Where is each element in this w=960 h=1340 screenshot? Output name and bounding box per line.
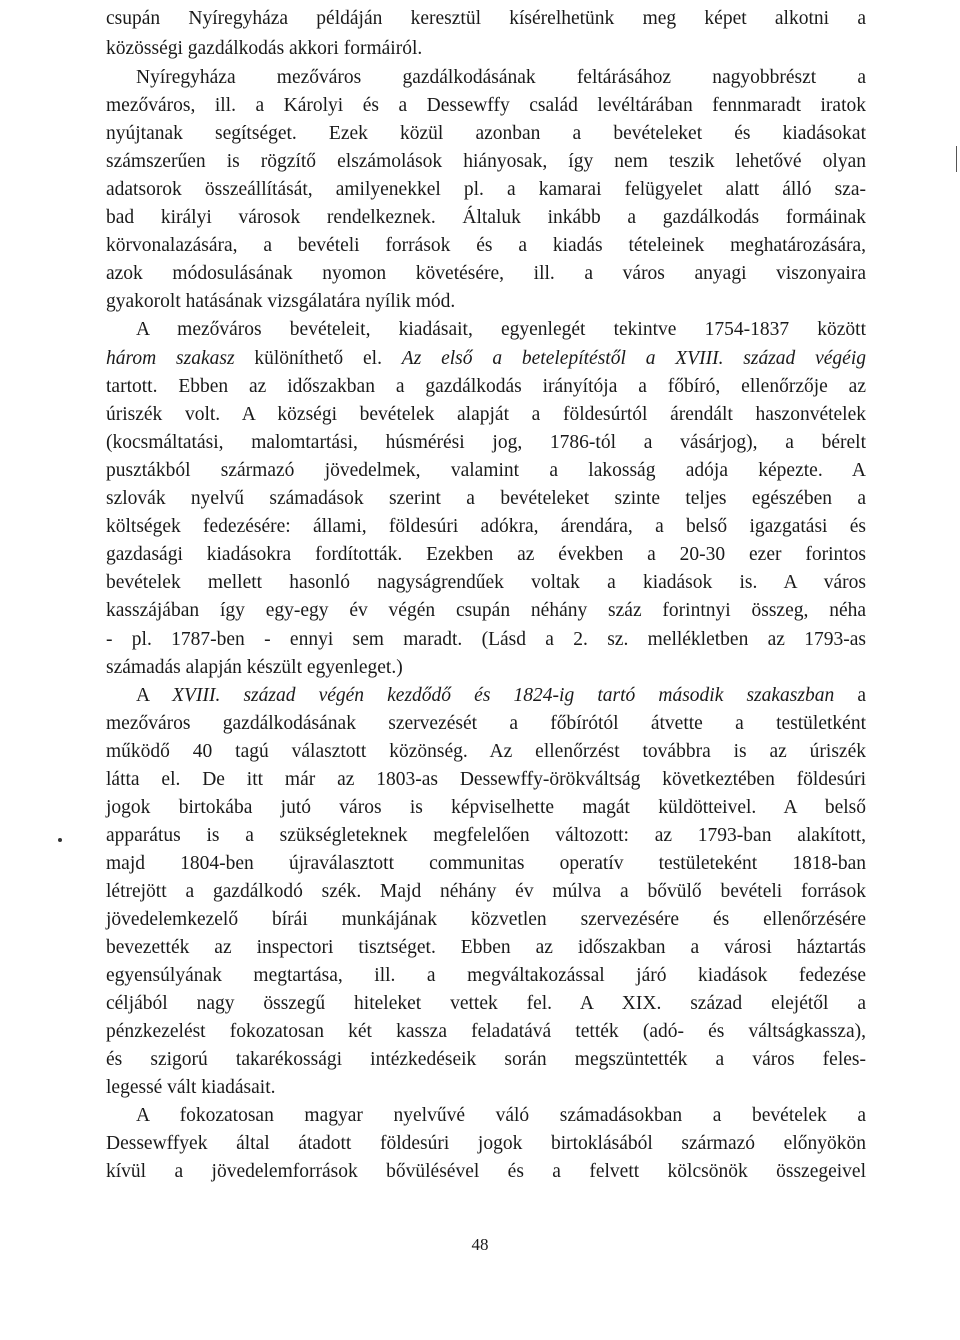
text-line: mezőváros gazdálkodásának szervezését a főbírótól átvette a testületként [106,713,866,734]
text-line: csupán Nyíregyháza példáján keresztül kísérelhetünk meg képet alkotni a [106,8,866,29]
text-line: (kocsmáltatási, malomtartási, húsmérési jog, 1786-tól a vásárjog), a bérelt [106,432,866,453]
text-line: bad királyi városok rendelkeznek. Általuk inkább a gazdálkodás formáinak [106,207,866,228]
text-line: gazdasági kiadásokra fordították. Ezekben az években a 20-30 ezer forintos [106,544,866,565]
text-line: Nyíregyháza mezőváros gazdálkodásának feltárásához nagyobbrészt a [136,67,866,88]
text-line: három szakasz különíthető el. Az első a betelepítéstől a XVIII. század végéig [106,348,866,369]
text-line: bevételek mellett hasonló nagyságrendűek voltak a kiadások is. A város [106,572,866,593]
text-line: pusztákból származó jövedelmek, valamint a lakosság adója képezte. A [106,460,866,481]
text-line: adatsorok összeállítását, amilyenekkel pl. a kamarai felügyelet alatt álló sza- [106,179,866,200]
text-line: jogok birtokába jutó város is képviselhette magát küldötteivel. A belső [106,797,866,818]
text-line: jövedelemkezelő bírái munkájának közvetlen szervezésére és ellenőrzésére [106,909,866,930]
text-line: számadás alapján készült egyenleget.) [106,657,403,678]
text-line: kasszájában így egy-egy év végén csupán néhány száz forintnyi összeg, néha [106,600,866,621]
text-line: közösségi gazdálkodás akkori formáiról. [106,38,423,59]
text-line: mezőváros, ill. a Károlyi és a Dessewffy család levéltárában fennmaradt iratok [106,95,866,116]
text-line: egyensúlyának megtartása, ill. a megváltakozással járó kiadások fedezése [106,965,866,986]
text-line: apparátus is a szükségleteknek megfelelően változott: az 1793-ban alakított, [106,825,866,846]
text-line: úriszék volt. A községi bevételek alapját a földesúrtól árendált haszonvételek [106,404,866,425]
margin-mark [956,146,957,172]
stray-dot [58,838,62,842]
text-line: bevezették az inspectori tisztséget. Ebben az időszakban a városi háztartás [106,937,866,958]
text-line: A mezőváros bevételeit, kiadásait, egyenlegét tekintve 1754-1837 között [136,319,866,340]
text-line: számszerűen is rögzítő elszámolások hiányosak, így nem teszik lehetővé olyan [106,151,866,172]
text-line: működő 40 tagú választott közönség. Az ellenőrzést továbbra is az úriszék [106,741,866,762]
text-line: létrejött a gazdálkodó szék. Majd néhány év múlva a bővülő bevételi források [106,881,866,902]
text-line: Dessewffyek által átadott földesúri jogok birtoklásából származó előnyökön [106,1133,866,1154]
text-line: A fokozatosan magyar nyelvűvé váló számadásokban a bevételek a [136,1105,866,1126]
text-line: céljából nagy összegű hiteleket vettek fel. A XIX. század elejétől a [106,993,866,1014]
text-line: költségek fedezésére: állami, földesúri adókra, árendára, a belső igazgatási és [106,516,866,537]
page-number: 48 [471,1235,489,1254]
text-line: körvonalazására, a bevételi források és a kiadás tételeinek meghatározására, [106,235,866,256]
text-line: látta el. De itt már az 1803-as Dessewffy-örökváltság következtében földesúri [106,769,866,790]
text-line: A XVIII. század végén kezdődő és 1824-ig tartó második szakaszban a [136,685,867,706]
text-line: tartott. Ebben az időszakban a gazdálkodás irányítója a főbíró, ellenőrzője az [106,376,866,397]
text-line: legessé vált kiadásait. [106,1077,276,1098]
text-line: majd 1804-ben újraválasztott communitas operatív testületeként 1818-ban [106,853,866,874]
text-line: gyakorolt hatásának vizsgálatára nyílik mód. [106,291,456,312]
text-line: - pl. 1787-ben - ennyi sem maradt. (Lásd a 2. sz. mellékletben az 1793-as [106,629,866,650]
text-line: nyújtanak segítséget. Ezek közül azonban a bevételeket és kiadásokat [106,123,866,144]
text-line: kívül a jövedelemforrások bővülésével és a felvett kölcsönök összegeivel [106,1161,866,1182]
text-line: azok módosulásának nyomon követésére, ill. a város anyagi viszonyaira [106,263,866,284]
text-line: szlovák nyelvű számadások szerint a bevételeket szinte teljes egészében a [106,488,866,509]
text-line: pénzkezelést fokozatosan két kassza feladatává tették (adó- és váltságkassza), [106,1021,866,1042]
text-line: és szigorú takarékossági intézkedéseik során megszüntették a város feles- [106,1049,866,1070]
